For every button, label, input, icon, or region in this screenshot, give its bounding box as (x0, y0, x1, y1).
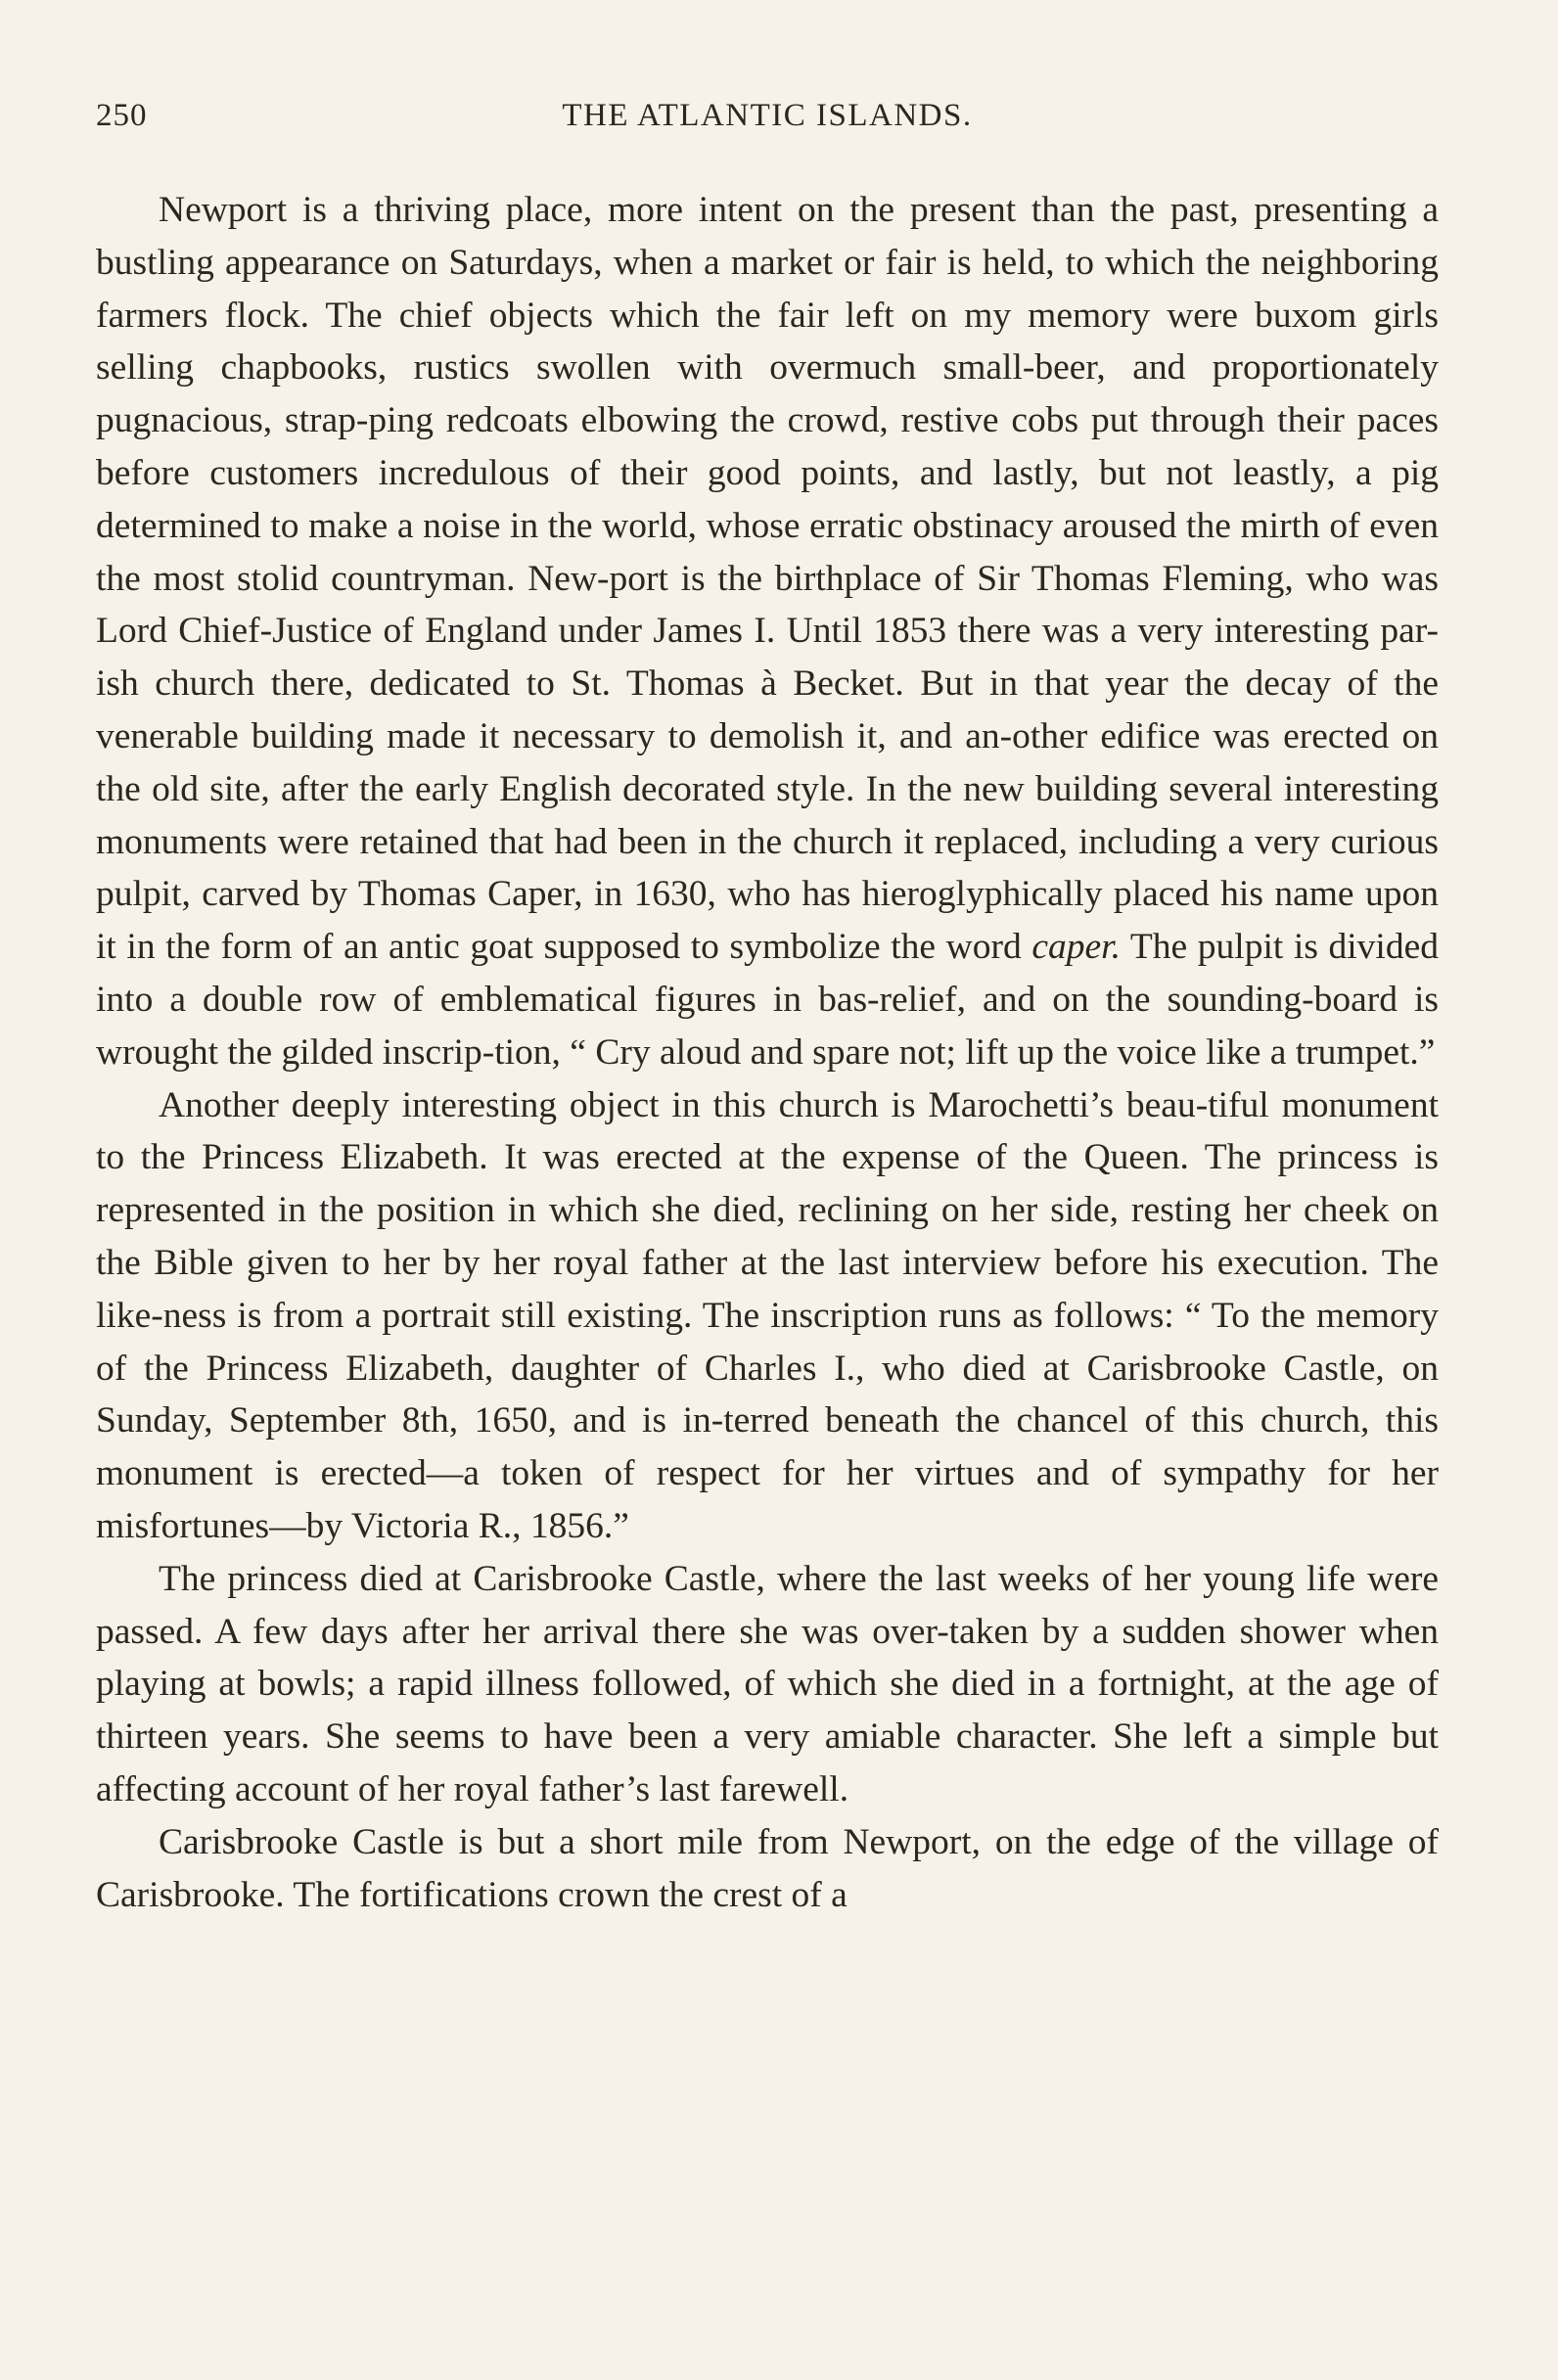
paragraph-newport-text-2: The pulpit is divided into a double row of emblematical figures in bas-relief, and on the sounding-board is wrought the gilded inscrip-tion, “ Cry aloud and spare not; lift up the voice like a trumpet.” (96, 927, 1439, 1073)
paragraph-carisbrooke: Carisbrooke Castle is but a short mile from Newport, on the edge of the village of Carisbrooke. The fortifications crown the crest of a (96, 1821, 1439, 1915)
body-text (96, 184, 1439, 1921)
paragraph-newport (96, 184, 1439, 1079)
paragraph-princess: The princess died at Carisbrooke Castle, where the last weeks of her young life were passed. A few days after her arrival there she was over-taken by a sudden shower when playing at bowls; a rapid illness followed, of which she died in a fortnight, at the age of thirteen years. She seems to have been a very amiable character. She left a simple but affecting account of her royal father’s last farewell. (96, 1558, 1439, 1809)
running-head (96, 98, 1439, 157)
running-title: THE ATLANTIC ISLANDS. (562, 98, 973, 133)
paragraph-monument: Another deeply interesting object in this church is Marochetti’s beau-tiful monument to the Princess Elizabeth. It was erected at the expense of the Queen. The princess is represented in the position in which she died, reclining on her side, resting her cheek on the Bible given to her by her royal father at the last interview before his execution. The like-ness is from a portrait still existing. The inscription runs as follows: “ To the memory of the Princess Elizabeth, daughter of Charles I., who died at Carisbrooke Castle, on Sunday, September 8th, 1650, and is in-terred beneath the chancel of this church, this monument is erected—a token of respect for her virtues and of sympathy for her misfortunes—by Victoria R., 1856.” (96, 1084, 1439, 1546)
page-number: 250 (96, 98, 148, 133)
italic-word-caper: caper. (1031, 927, 1121, 968)
paragraph-newport-text-1: Newport is a thriving place, more intent on the present than the past, presenting a bustling appearance on Saturdays, when a market or fair is held, to which the neighboring farmers flock. The chief objects which the fair left on my memory were buxom girls selling chapbooks, rustics swollen with overmuch small-beer, and proportionately pugnacious, strap-ping redcoats elbowing the crowd, restive cobs put through their paces before customers incredulous of their good points, and lastly, but not leastly, a pig determined to make a noise in the world, whose erratic obstinacy aroused the mirth of even the most stolid countryman. New-port is the birthplace of Sir Thomas Fleming, who was Lord Chief-Justice of England under James I. Until 1853 there was a very interesting par-ish church there, dedicated to St. Thomas à Becket. But in that year the decay of the venerable building made it necessary to demolish it, and an-other edifice was erected on the old site, after the early English decorated style. In the new building several interesting monuments were retained that had been in the church it replaced, including a very curious pulpit, carved by Thomas Caper, in 1630, who has hieroglyphically placed his name upon it in the form of an antic goat supposed to symbolize the word (96, 190, 1439, 968)
book-page (96, 98, 1439, 1921)
